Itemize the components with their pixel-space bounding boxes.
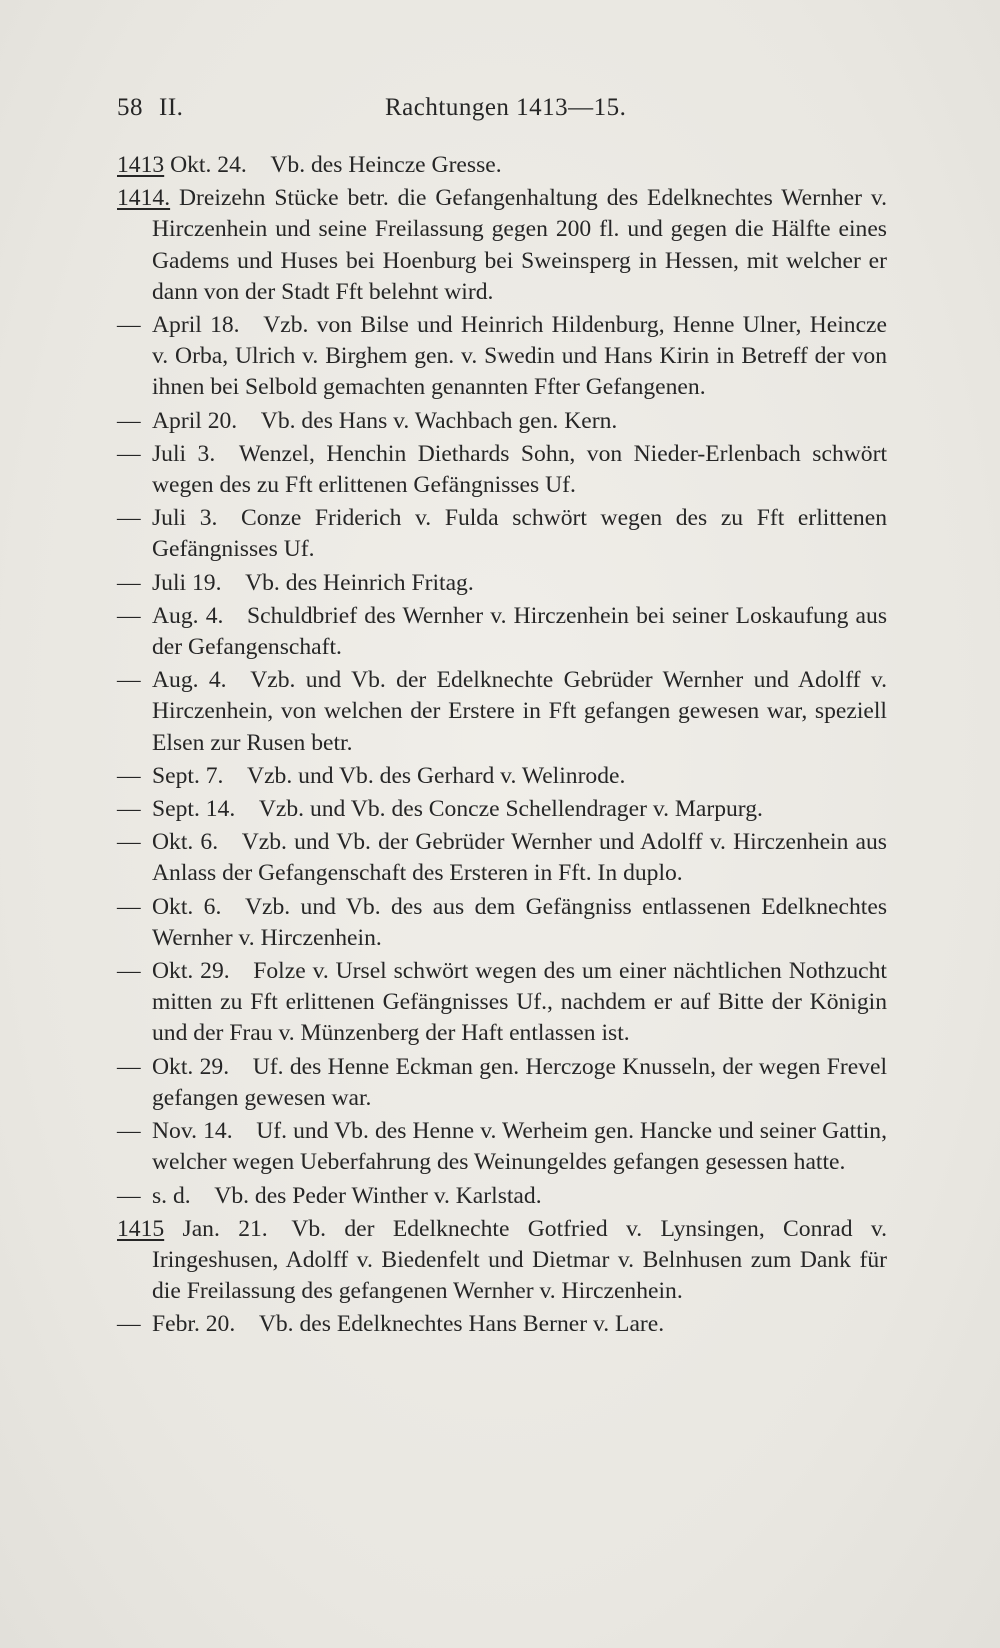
entry-date: Okt. 6. — [152, 893, 222, 920]
entry-date: Aug. 4. — [152, 602, 224, 629]
entry-date: April 20. — [152, 407, 238, 434]
running-title: Rachtungen 1413—15. — [385, 94, 627, 121]
entry-dash: — — [117, 1182, 141, 1209]
entry-dash: — — [117, 312, 141, 339]
list-item — [117, 568, 887, 599]
entry-text: Uf. und Vb. des Henne v. Werheim gen. Hancke und seiner Gattin, welcher wegen Ueberfahrung des Weinungeldes gefangen gesessen hatte. — [152, 1118, 887, 1176]
entry-date: Okt. 29. — [152, 1053, 230, 1080]
entry-date: s. d. — [152, 1182, 191, 1209]
list-item — [117, 439, 887, 501]
entry-text: Vb. des Heinrich Fritag. — [245, 569, 474, 596]
entry-year: 1415 — [117, 1215, 165, 1242]
entry-dash: — — [117, 407, 141, 434]
entry-date: Sept. 7. — [152, 762, 224, 789]
list-item — [117, 892, 887, 954]
entry-text: Conze Friderich v. Fulda schwört wegen des zu Fft erlittenen Gefängnisses Uf. — [152, 505, 887, 563]
entry-text: Vzb. und Vb. des Concze Schellendrager v. Marpurg. — [258, 796, 763, 823]
entry-year: 1413 — [117, 152, 165, 178]
entry-text: Folze v. Ursel schwört wegen des um einer nächtlichen Nothzucht mitten zu Fft erlittenen Gefängnisses Uf., nachdem er auf Bitte der Königin und der Frau v. Münzenberg der Haft entlassen ist. — [152, 958, 887, 1047]
list-item — [117, 183, 887, 308]
entry-date: Juli 3. — [152, 505, 218, 532]
entry-year: 1414. — [117, 185, 171, 212]
entry-text: Vzb. und Vb. des Gerhard v. Welinrode. — [247, 762, 626, 789]
entry-text: Vb. des Edelknechtes Hans Berner v. Lare. — [258, 1311, 665, 1338]
entry-dash: — — [117, 796, 141, 823]
entry-dash: — — [117, 440, 141, 467]
list-item — [117, 503, 887, 565]
entry-dash: — — [117, 602, 141, 629]
entry-text: Dreizehn Stücke betr. die Gefangenhaltung des Edelknechtes Wernher v. Hirczenhein und seine Freilassung gegen 200 fl. und gegen die Hälfte eines Gadems und Huses bei Hoenburg bei Sweinsperg in Hessen, mit welcher er dann von der Stadt Fft belehnt wird. — [152, 185, 887, 305]
entry-date: Juli 19. — [152, 569, 222, 596]
list-item — [117, 761, 887, 792]
section-number: II. — [159, 94, 184, 121]
entry-text: Vzb. und Vb. der Gebrüder Wernher und Adolff v. Hirczenhein aus Anlass der Gefangenschaft des Ersteren in Fft. In duplo. — [152, 829, 887, 887]
list-item — [117, 1214, 887, 1308]
entry-text: Vzb. von Bilse und Heinrich Hildenburg, Henne Ulner, Heincze v. Orba, Ulrich v. Birghem gen. v. Swedin und Hans Kirin in Betreff der von ihnen bei Selbold gemachten genannten Ffter Gefangenen. — [152, 312, 887, 401]
entry-date: Okt. 6. — [152, 829, 219, 856]
entry-dash: — — [117, 667, 141, 694]
entry-text: Vb. des Heincze Gresse. — [270, 152, 502, 178]
list-item — [117, 665, 887, 759]
list-item — [117, 150, 887, 181]
entry-date: Okt. 24. — [170, 152, 247, 178]
list-item — [117, 406, 887, 437]
list-item — [117, 310, 887, 404]
entry-date: Juli 3. — [152, 440, 216, 467]
entry-text: Vb. der Edelknechte Gotfried v. Lynsingen, Conrad v. Iringeshusen, Adolff v. Biedenfelt und Dietmar v. Belnhusen zum Dank für die Freilassung des gefangenen Wernher v. Hirczenhein. — [152, 1215, 887, 1305]
entry-dash: — — [117, 1311, 141, 1338]
entry-text: Vb. des Hans v. Wachbach gen. Kern. — [260, 407, 618, 434]
entry-dash: — — [117, 569, 141, 596]
entry-date: Aug. 4. — [152, 667, 227, 694]
entry-dash: — — [117, 1053, 141, 1080]
entry-list — [117, 150, 887, 1343]
entry-date: Jan. 21. — [182, 1215, 268, 1242]
page-number: 58 — [117, 94, 143, 121]
entry-date: Nov. 14. — [152, 1118, 233, 1145]
list-item — [117, 1181, 887, 1212]
list-item — [117, 1309, 887, 1340]
entry-dash: — — [117, 505, 141, 532]
entry-date: April 18. — [152, 312, 240, 339]
entry-date: Sept. 14. — [152, 796, 236, 823]
entry-dash: — — [117, 829, 141, 856]
list-item — [117, 1116, 887, 1178]
entry-dash: — — [117, 893, 141, 920]
running-header — [117, 94, 887, 134]
entry-text: Vzb. und Vb. der Edelknechte Gebrüder Wernher und Adolff v. Hirczenhein, von welchen der Erstere in Fft gefangen gewesen war, speziell Elsen zur Rusen betr. — [152, 667, 888, 756]
entry-text: Vzb. und Vb. des aus dem Gefängniss entlassenen Edelknechtes Wernher v. Hirczenhein. — [152, 893, 887, 951]
list-item — [117, 794, 887, 825]
entry-dash: — — [117, 1118, 141, 1145]
entry-text: Uf. des Henne Eckman gen. Herczoge Knusseln, der wegen Frevel gefangen gewesen war. — [152, 1053, 888, 1111]
list-item — [117, 601, 887, 663]
list-item — [117, 1052, 887, 1114]
entry-text: Schuldbrief des Wernher v. Hirczenhein bei seiner Loskaufung aus der Gefangenschaft. — [152, 602, 888, 661]
list-item — [117, 827, 887, 889]
list-item — [117, 956, 887, 1050]
entry-date: Okt. 29. — [152, 958, 230, 985]
entry-text: Vb. des Peder Winther v. Karlstad. — [214, 1182, 542, 1209]
entry-dash: — — [117, 762, 141, 789]
entry-date: Febr. 20. — [152, 1311, 236, 1338]
entry-dash: — — [117, 958, 141, 985]
entry-text: Wenzel, Henchin Diethards Sohn, von Nieder-Erlenbach schwört wegen des zu Fft erlittenen Gefängnisses Uf. — [152, 440, 888, 499]
